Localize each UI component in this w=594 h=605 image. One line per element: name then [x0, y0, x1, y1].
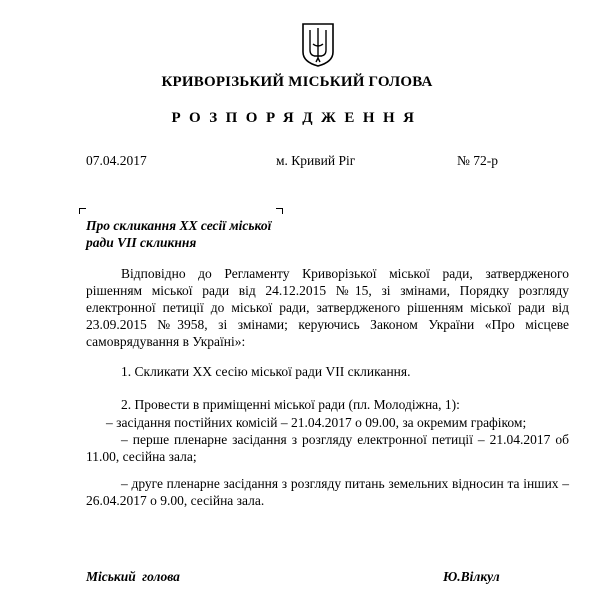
- document-subject: [86, 217, 296, 251]
- document-number: № 72-р: [457, 153, 499, 168]
- trident-emblem-icon: [301, 22, 335, 68]
- item-2: 2. Провести в приміщенні міської ради (пл. Молодіжна, 1):: [121, 397, 460, 412]
- document-date: 07.04.2017: [86, 153, 147, 168]
- subject-corner-left: [79, 208, 86, 214]
- item-1: 1. Скликати ХХ сесію міської ради VIІ скликання.: [121, 364, 411, 379]
- item-2-dash-1: – засідання постійних комісій – 21.04.2017 о 09.00, за окремим графіком;: [106, 415, 527, 430]
- signature-title: Міський голова: [86, 569, 180, 584]
- intro-paragraph: Відповідно до Регламенту Криворізької міської ради, затвердженого рішенням міської ради від 24.12.2015 №15, зі змінами, Порядку розгляду електронної петиції до міської ради, затвердженого рішенням міської ради від 23.09.2015 №3958, зі змінами; керуючись Законом України «Про місцеве самоврядування в Україні»:: [86, 266, 569, 349]
- signature-name: Ю.Вілкул: [443, 569, 500, 584]
- item-2-dash-3: – друге пленарне засідання з розгляду питань земельних відносин та інших – 26.04.2017 о 9.00, сесійна зала.: [86, 476, 569, 508]
- subject-corner-right: [276, 208, 283, 214]
- document-city: м. Кривий Ріг: [276, 153, 356, 168]
- authority-heading: КРИВОРІЗЬКИЙ МІСЬКИЙ ГОЛОВА: [161, 74, 433, 90]
- document-type-heading: РОЗПОРЯДЖЕННЯ: [171, 110, 423, 126]
- item-2-dash-2: – перше пленарне засідання з розгляду електронної петиції – 21.04.2017 об 11.00, сесійна зала;: [86, 432, 569, 464]
- subject-line: Про скликання ХХ сесії міської: [86, 218, 272, 233]
- subject-line: ради VIІ скликння: [86, 235, 197, 250]
